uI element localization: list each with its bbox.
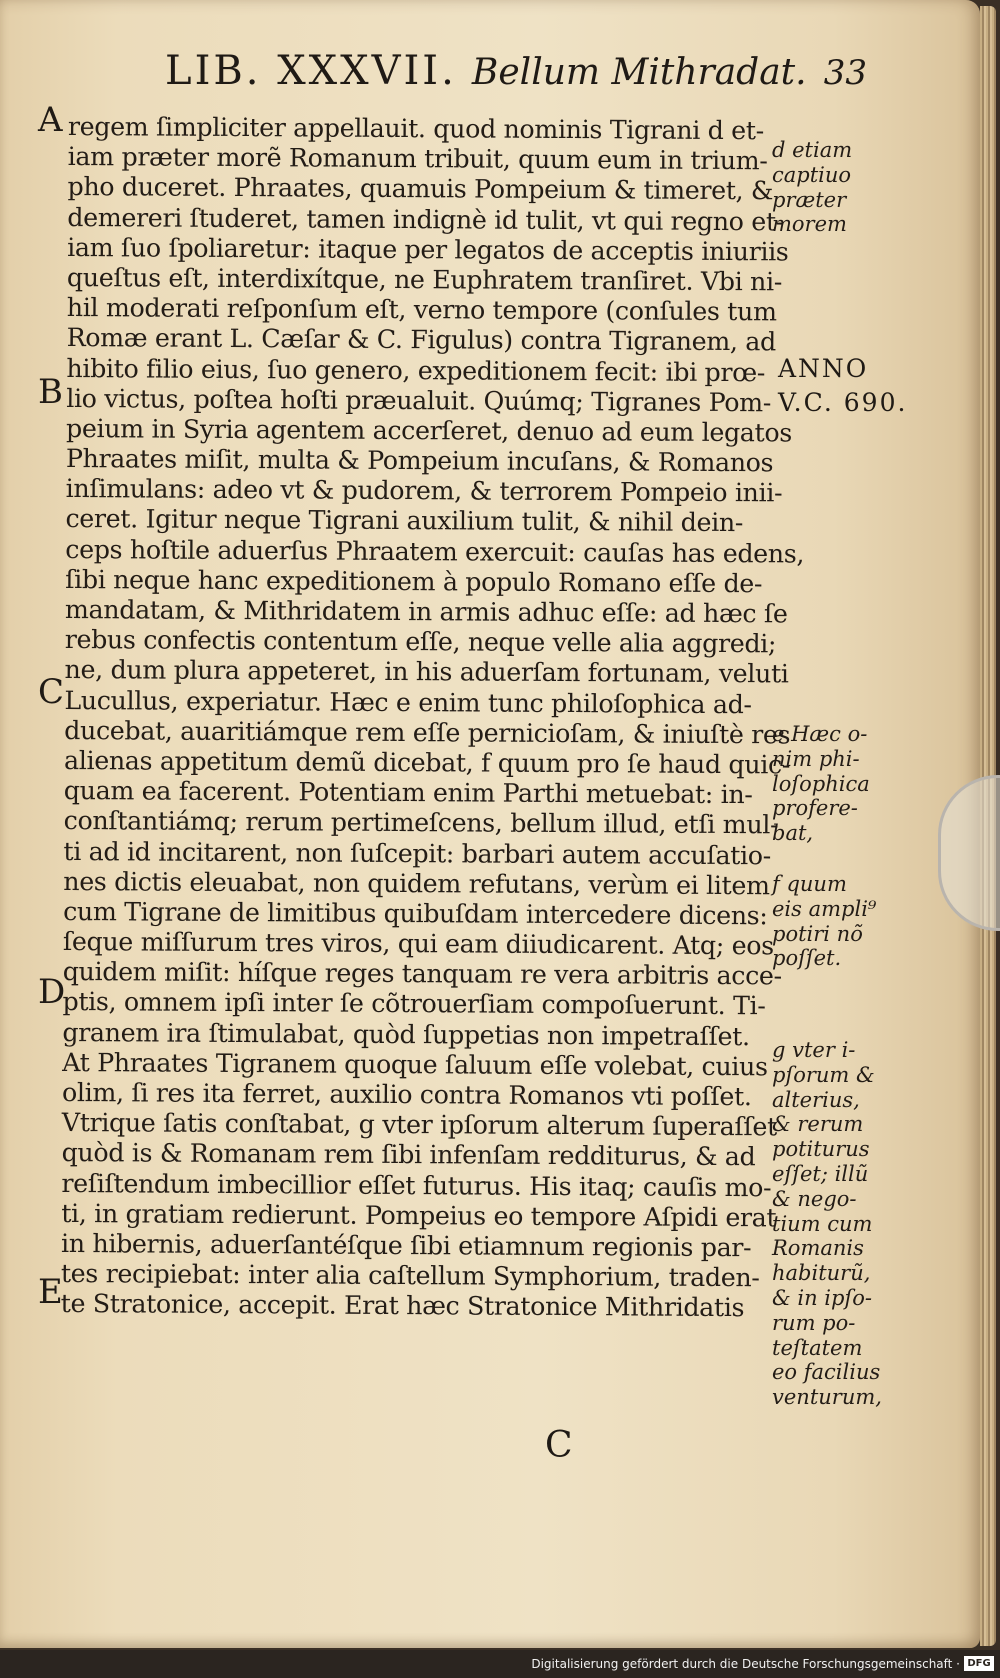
running-header [165,48,867,108]
margin-note-anno: ANNO V.C. 690. [778,354,908,417]
text-line: granem ira ſtimulabat, quòd ſuppetias non impetraſſet. [62,1017,750,1051]
section-letter-b: B [38,372,63,412]
text-line: nes dictis eleuabat, non quidem refutans, verùm ei litem [63,866,770,900]
text-line: alienas appetitum demũ dicebat, f quum pro ſe haud quic- [63,745,791,780]
running-title: Bellum Mithradat. [471,52,807,93]
text-line: ceret. Igitur neque Tigrani auxilium tulit, & nihil dein- [65,504,744,538]
text-line: peium in Syria agentem accerſeret, denuo ad eum legatos [65,413,793,448]
text-line: rebus confectis contentum eſſe, neque velle alia aggredi; [64,625,777,659]
margin-note-f: f quum eis ampli⁹ potiri nõ poſſet. [772,872,877,971]
section-letter-d: D [38,972,66,1012]
signature-mark: C [545,1425,573,1466]
text-line: Vtrique ſatis conſtabat, g vter ipſorum alterum ſuperaſſet [61,1108,777,1142]
text-line: mandatam, & Mithridatem in armis adhuc eſſe: ad hæc ſe [64,594,788,629]
text-line: ceps hoſtile aduerſus Phraatem exercuit: cauſas has edens, [65,534,805,569]
text-line: inſimulans: adeo vt & pudorem, & terrorem Pompeio inii- [65,474,783,508]
text-line: cum Tigrane de limitibus quibuſdam intercedere dicens: [63,896,768,931]
section-letter-c: C [38,672,65,712]
dfg-logo: DFG [964,1656,994,1671]
text-line: queſtus eſt, interdixítque, ne Euphratem tranſiret. Vbi ni- [66,262,783,297]
text-line: ducebat, auaritiámque rem eſſe pernicioſam, & iniuſtè res [64,715,791,750]
text-line: ti ad id incitarent, non ſuſcepit: barbari autem accuſatio- [63,836,771,870]
text-line: ti, in gratiam redierunt. Pompeius eo tempore Aſpidi erat [61,1198,777,1233]
text-line: pho duceret. Phraates, quamuis Pompeium & timeret, & [67,172,774,206]
text-line: tes recipiebat: inter alia caſtellum Symphorium, traden- [60,1259,760,1293]
section-letter-e: E [38,1272,63,1312]
text-line: ſeque miſſurum tres viros, qui eam diiudicarent. Atq; eos [62,927,774,961]
text-line: ne, dum plura appeteret, in his aduerſam fortunam, veluti [64,655,789,689]
text-line: hibito filio eius, ſuo genero, expeditionem fecit: ibi prœ- [66,353,766,387]
text-line: iam ſuo ſpoliaretur: itaque per legatos de acceptis iniuriis [67,232,789,267]
text-line: reſiſtendum imbecillior eſſet futurus. His itaq; cauſis mo- [61,1168,772,1202]
main-text [60,112,805,1324]
text-line: At Phraates Tigranem quoque ſaluum eſſe volebat, cuius [62,1047,768,1082]
funding-credit: Digitalisierung gefördert durch die Deutsche Forschungsgemeinschaft · [531,1657,960,1671]
page-number: 33 [823,53,867,93]
text-line: Romæ erant L. Cæſar & C. Figulus) contra Tigranem, ad [66,323,776,357]
text-line: quam ea facerent. Potentiam enim Parthi metuebat: in- [63,776,753,810]
text-line: lio victus, poſtea hoſti præualuit. Quúmq; Tigranes Pom- [66,383,772,417]
margin-note-d: d etiam captiuo præter morem [772,138,853,237]
text-line: quòd is & Romanam rem ſibi infenſam redditurus, & ad [61,1138,756,1172]
margin-note-g: g vter i- pſorum & alterius, & rerum potiturus eſſet; illũ & nego- tium cum Romanis habiturũ, & in ipſo- rum po- teſtatem eo facilius venturum, [772,1038,882,1410]
text-line: demereri ſtuderet, tamen indignè id tulit, vt qui regno et- [67,202,785,236]
text-line: quidem miſit: híſque reges tanquam re vera arbitris acce- [62,957,782,991]
text-line: olim, ſi res ita ferret, auxilio contra Romanos vti poſſet. [61,1077,752,1112]
margin-note-e: e Hæc o- nim phi- loſophica profere- bat, [772,722,870,846]
text-line: iam præter morẽ Romanum tribuit, quum eum in trium- [67,142,768,176]
text-line: hil moderati reſponſum eſt, verno tempore (conſules tum [66,293,777,327]
text-line: Phraates miſit, multa & Pompeium incuſans, & Romanos [65,444,774,478]
text-line: regem ſimpliciter appellauit. quod nominis Tigrani d et- [67,112,764,146]
text-line: Lucullus, experiatur. Hæc e enim tunc philoſophica ad- [64,685,752,719]
text-line: te Stratonice, accepit. Erat hæc Stratonice Mithridatis [60,1289,745,1323]
section-letter-a: A [38,100,63,140]
footer-bar [0,1650,1000,1678]
text-line: ſibi neque hanc expeditionem à populo Romano eſſe de- [65,564,763,599]
text-line: in hibernis, aduerſantéſque ſibi etiamnum regionis par- [60,1228,752,1263]
text-line: conſtantiámq; rerum pertimeſcens, bellum illud, etſi mul- [63,806,779,840]
text-line: ptis, omnem ipſi inter ſe cõtrouerſiam compoſuerunt. Ti- [62,987,766,1021]
book-number: LIB. XXXVII. [165,48,457,94]
